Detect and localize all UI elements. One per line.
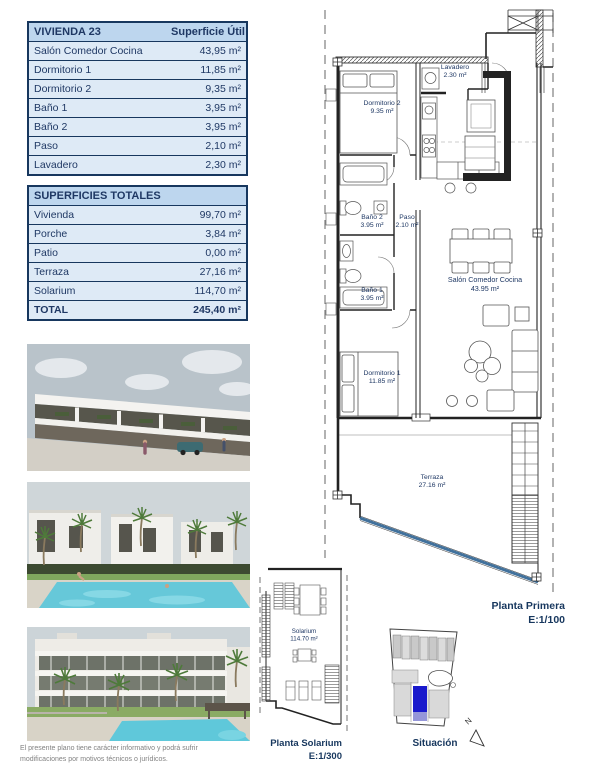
site-parcel-left (392, 670, 418, 683)
jacuzzi (218, 730, 246, 740)
row-value: 2,30 m² (205, 159, 241, 171)
vivienda-areas-table (27, 21, 248, 176)
room-area-terraza: 27.16 m² (418, 482, 446, 489)
table-row (28, 263, 247, 282)
row-value: 3,95 m² (205, 121, 241, 133)
row-value: 9,35 m² (205, 83, 241, 95)
row-label: Vivienda (34, 209, 75, 221)
row-value: 3,95 m² (205, 102, 241, 114)
table-row (28, 225, 247, 244)
bathroom2-fixtures (340, 163, 387, 215)
apartment-building (35, 633, 250, 707)
room-label-bano2: Baño 2 (361, 214, 383, 221)
row-label: Terraza (34, 266, 70, 278)
row-value: 3,84 m² (205, 228, 241, 240)
terraza-glass-rail (360, 518, 538, 582)
total-value: 245,40 m² (193, 304, 241, 316)
disclaimer-text (20, 744, 252, 765)
terrace-door (412, 414, 430, 421)
table-row (28, 61, 247, 80)
total-label: TOTAL (34, 304, 69, 316)
table-row (28, 244, 247, 263)
floor-plan-planta-primera (322, 5, 612, 625)
floor-plan-solarium (256, 563, 351, 763)
row-label: Paso (34, 140, 58, 152)
render-photo-pool (27, 482, 250, 608)
table-row (28, 206, 247, 225)
row-value: 0,00 m² (205, 247, 241, 259)
room-area-solarium: 114.70 m² (290, 635, 318, 643)
row-label: Baño 1 (34, 102, 68, 114)
row-label: Solarium (34, 285, 76, 297)
disclaimer-line-1: El presente plano tiene carácter informativo y podrá sufrir (20, 745, 198, 752)
row-value: 2,10 m² (205, 140, 241, 152)
row-label: Lavadero (34, 159, 78, 171)
row-label: Porche (34, 228, 68, 240)
solarium-caption: Planta Solarium (270, 738, 342, 749)
room-area-lavadero: 2.30 m² (443, 72, 467, 79)
site-location-map (380, 622, 500, 768)
room-area-salon: 43.95 m² (470, 284, 500, 293)
row-value: 27,16 m² (199, 266, 241, 278)
table-total-row (28, 301, 247, 321)
row-label: Dormitorio 2 (34, 83, 92, 95)
dining-set (450, 229, 512, 273)
room-area-bano2: 3.95 m² (360, 222, 384, 229)
room-area-paso: 2.10 m² (395, 222, 419, 229)
site-detail-circle (451, 683, 456, 688)
room-area-bano1: 3.95 m² (360, 295, 384, 302)
solarium-furniture (274, 583, 339, 703)
room-label-lavadero: Lavadero (440, 64, 470, 71)
communal-landing (508, 10, 553, 33)
table-header-row (28, 22, 247, 42)
table-row (28, 156, 247, 176)
situacion-caption: Situación (412, 738, 458, 749)
communal-staircase (512, 423, 538, 563)
svg-text:N: N (463, 715, 474, 727)
solarium-left-hatch-2 (262, 667, 270, 701)
table-title: VIVIENDA 23 (34, 26, 101, 38)
row-value: 11,85 m² (200, 64, 241, 76)
table-row (28, 99, 247, 118)
lounge-furniture (447, 305, 539, 411)
room-label-solarium: Solarium (291, 628, 317, 635)
disclaimer-line-2: modificaciones por motivos técnicos o jurídicos. (20, 755, 168, 763)
row-value: 43,95 m² (199, 45, 241, 57)
site-highlighted-terrace (413, 712, 427, 721)
table-row (28, 137, 247, 156)
north-arrow-icon (463, 716, 484, 746)
room-label-dormitorio2: Dormitorio 2 (363, 100, 401, 107)
site-buildings-row (393, 635, 454, 661)
row-label: Dormitorio 1 (34, 64, 92, 76)
solarium-left-hatch (262, 595, 270, 657)
plan-scale: E:1/100 (528, 614, 565, 625)
table-header-row (28, 186, 247, 206)
site-highlighted-unit (413, 686, 427, 712)
row-value: 99,70 m² (199, 209, 241, 221)
shaft-hatched-wall (536, 10, 543, 67)
table-col-header: Superficie Útil (171, 26, 245, 38)
row-value: 114,70 m² (194, 285, 241, 297)
top-hatched-wall (336, 57, 488, 63)
facade-stubs (326, 89, 336, 315)
table-row (28, 282, 247, 301)
room-label-bano1: Baño 1 (361, 287, 383, 294)
render-photo-street (27, 344, 250, 471)
room-label-paso: Paso (399, 214, 415, 221)
solarium-bottom-wall (266, 701, 341, 724)
room-area-dormitorio2: 9.35 m² (370, 108, 394, 115)
table-title: SUPERFICIES TOTALES (34, 190, 161, 202)
table-row (28, 42, 247, 61)
room-label-salon: Salón Comedor Cocina (447, 275, 523, 284)
table-row (28, 118, 247, 137)
plan-caption: Planta Primera (491, 600, 565, 612)
room-area-dormitorio1: 11.85 m² (368, 378, 396, 385)
superficies-totales-table (27, 185, 248, 321)
row-label: Salón Comedor Cocina (34, 45, 143, 57)
solarium-scale: E:1/300 (308, 751, 342, 762)
row-label: Baño 2 (34, 121, 68, 133)
room-label-terraza: Terraza (420, 474, 444, 481)
corridor-wall (416, 63, 420, 418)
render-photo-building (27, 627, 250, 741)
row-label: Patio (34, 247, 58, 259)
table-row (28, 80, 247, 99)
room-label-dormitorio1: Dormitorio 1 (363, 370, 401, 377)
